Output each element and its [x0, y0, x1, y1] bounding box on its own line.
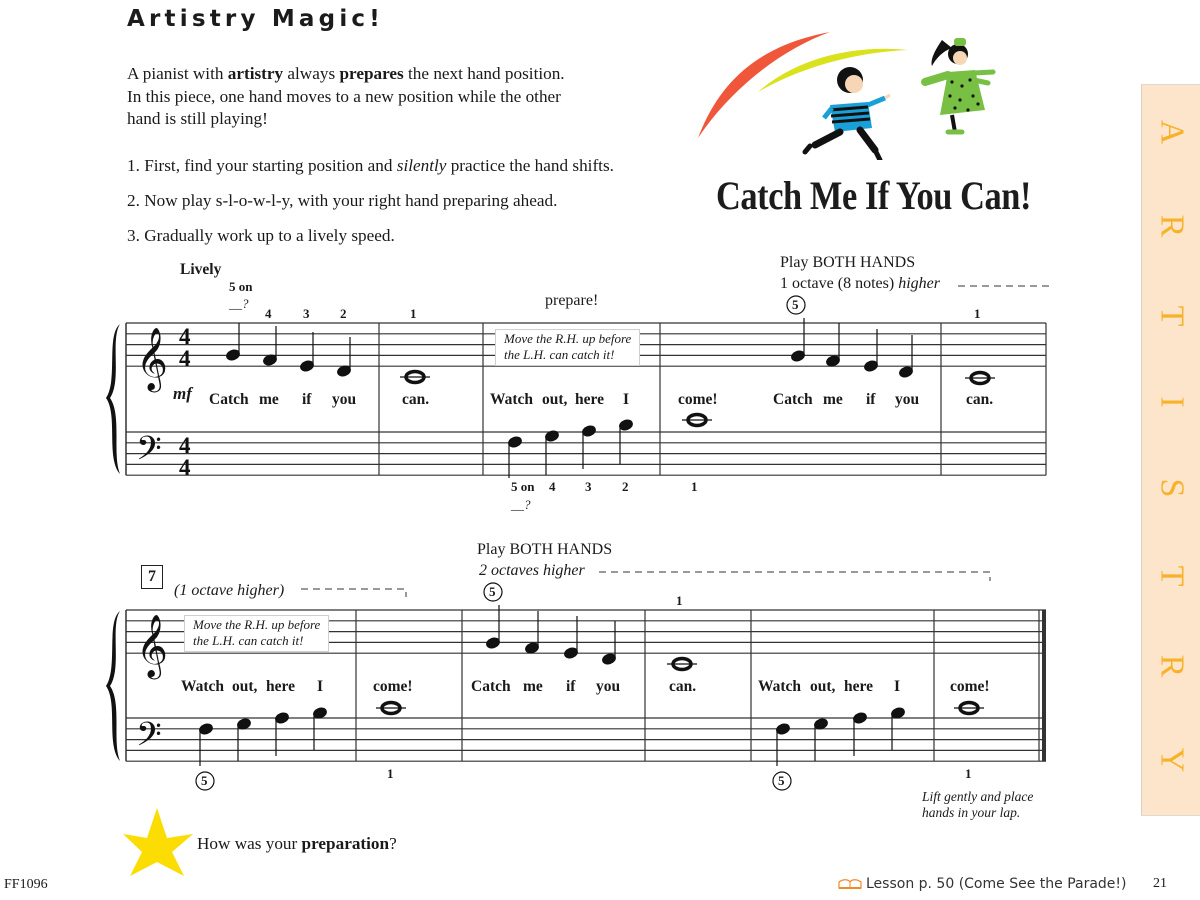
- step-1: 1. First, find your starting position and silently practice the hand shifts.: [127, 156, 614, 175]
- lyric: can.: [669, 678, 697, 695]
- lh-fingering-1: 1: [691, 479, 698, 494]
- lyric: me: [823, 391, 843, 408]
- fingering-blank: __?: [229, 296, 249, 311]
- rh-measure-1-notes: [225, 323, 351, 378]
- piece-title: Catch Me If You Can!: [716, 173, 1032, 218]
- lyric: Watch: [758, 678, 802, 695]
- lyric: here: [266, 678, 295, 695]
- fingering-1: 1: [676, 593, 683, 608]
- side-tab-letter: T: [1153, 305, 1191, 327]
- page-number: 21: [1153, 876, 1167, 891]
- two-octaves-label: 2 octaves higher: [479, 562, 585, 579]
- lesson-reference: Lesson p. 50 (Come See the Parade!): [838, 876, 1127, 892]
- bass-clef-icon: 𝄢: [136, 430, 162, 476]
- tempo-marking: Lively: [180, 261, 222, 278]
- rh-measure-6-whole-note: [965, 373, 995, 384]
- rh-measure-10-whole-note: [667, 659, 697, 670]
- side-tab-letter: I: [1153, 396, 1191, 408]
- fingering-1: 1: [974, 306, 981, 321]
- intro-line-1: A pianist with artistry always prepares the next hand position.: [127, 64, 565, 83]
- lh-fingering-3: 3: [585, 479, 592, 494]
- fingering-3: 3: [303, 306, 310, 321]
- lyric: Catch: [471, 678, 511, 695]
- svg-text:4: 4: [179, 346, 191, 371]
- lh-fingering-2: 2: [622, 479, 629, 494]
- lyric: can.: [402, 391, 430, 408]
- lyric: Watch: [490, 391, 534, 408]
- lyric: if: [866, 391, 876, 408]
- treble-clef-icon: 𝄞: [136, 614, 168, 677]
- section-title: Artistry Magic!: [127, 6, 384, 32]
- lyric: here: [844, 678, 873, 695]
- rh-measure-5-notes: [790, 318, 913, 379]
- grand-staff-brace: [106, 324, 120, 474]
- both-hands-label: Play BOTH HANDS: [780, 254, 916, 271]
- lh-measure-4-whole-note: [682, 415, 712, 426]
- octave-dashed-line-2: [301, 589, 406, 597]
- lyric: you: [332, 391, 357, 408]
- lh-fingering-blank: __?: [511, 497, 531, 512]
- lh-measure-7-notes: [198, 706, 327, 766]
- octave-label: 1 octave (8 notes) higher: [780, 275, 940, 292]
- lyric: you: [895, 391, 920, 408]
- step-3: 3. Gradually work up to a lively speed.: [127, 226, 395, 245]
- lh-measure-12-whole-note: [954, 703, 984, 714]
- lh-fingering-start: 5 on: [511, 479, 535, 494]
- side-tab-letter: S: [1153, 478, 1191, 498]
- fingering-4: 4: [265, 306, 272, 321]
- fingering-rh-start: 5 on: [229, 279, 253, 294]
- lyric: out,: [232, 678, 258, 695]
- lyric: Watch: [181, 678, 225, 695]
- rh-measure-2-whole-note: [400, 372, 430, 383]
- lyric: can.: [966, 391, 994, 408]
- side-tab-letter: A: [1153, 119, 1191, 145]
- lh-circled-5-label: 5: [201, 773, 208, 788]
- star-icon: [123, 808, 193, 876]
- lyric: you: [596, 678, 621, 695]
- open-book-icon: [838, 878, 862, 890]
- lh-measure-8-whole-note: [376, 703, 406, 714]
- octave-dashed-line-3: [599, 572, 990, 581]
- side-tab-letter: R: [1153, 654, 1191, 678]
- step-2: 2. Now play s-l-o-w-l-y, with your right hand preparing ahead.: [127, 191, 558, 210]
- side-tab-letter: Y: [1153, 747, 1191, 773]
- octave-note: (1 octave higher): [174, 582, 285, 599]
- lyric: Catch: [773, 391, 813, 408]
- lyric: come!: [373, 678, 413, 695]
- lyric: come!: [950, 678, 990, 695]
- circled-fingering-5-label: 5: [792, 297, 799, 312]
- svg-text:4: 4: [179, 455, 191, 480]
- svg-text:4: 4: [179, 433, 191, 458]
- intro-line-3: hand is still playing!: [127, 109, 268, 128]
- circled-fingering-5-label: 5: [489, 584, 496, 599]
- lyric: if: [302, 391, 312, 408]
- ending-note: Lift gently and place hands in your lap.: [922, 789, 1034, 820]
- lyric: Catch: [209, 391, 249, 408]
- lh-fingering-4: 4: [549, 479, 556, 494]
- lyric: me: [523, 678, 543, 695]
- svg-text:4: 4: [179, 324, 191, 349]
- lyric: out,: [542, 391, 568, 408]
- lyric: come!: [678, 391, 718, 408]
- reflection-question: How was your preparation?: [197, 834, 397, 853]
- tip-box-1: Move the R.H. up before the L.H. can catch it!: [495, 329, 640, 366]
- prepare-label: prepare!: [545, 292, 599, 309]
- lyric: out,: [810, 678, 836, 695]
- rh-measure-9-notes: [485, 605, 616, 666]
- side-tab-letter: R: [1153, 214, 1191, 238]
- side-tab-letter: T: [1153, 565, 1191, 587]
- lyric: if: [566, 678, 576, 695]
- lh-circled-5-label: 5: [778, 773, 785, 788]
- grand-staff-brace-2: [106, 611, 120, 761]
- fingering-1: 1: [410, 306, 417, 321]
- lyric: I: [317, 678, 324, 695]
- both-hands-label-2: Play BOTH HANDS: [477, 541, 613, 558]
- lh-measure-3-notes: [507, 418, 633, 478]
- lyric: I: [623, 391, 630, 408]
- treble-clef-icon: 𝄞: [136, 327, 168, 390]
- lyric: here: [575, 391, 604, 408]
- lh-fingering-1: 1: [965, 766, 972, 781]
- dynamic-mf: mf: [173, 384, 192, 403]
- intro-line-2: In this piece, one hand moves to a new position while the other: [127, 86, 561, 106]
- book-code: FF1096: [4, 877, 48, 892]
- measure-number: 7: [141, 565, 163, 589]
- lh-measure-11-notes: [775, 706, 905, 766]
- tip-box-2: Move the R.H. up before the L.H. can catch it!: [184, 615, 329, 652]
- lh-fingering-1: 1: [387, 766, 394, 781]
- lyric: I: [894, 678, 901, 695]
- bass-clef-icon: 𝄢: [136, 716, 162, 762]
- fingering-2: 2: [340, 306, 347, 321]
- lyric: me: [259, 391, 279, 408]
